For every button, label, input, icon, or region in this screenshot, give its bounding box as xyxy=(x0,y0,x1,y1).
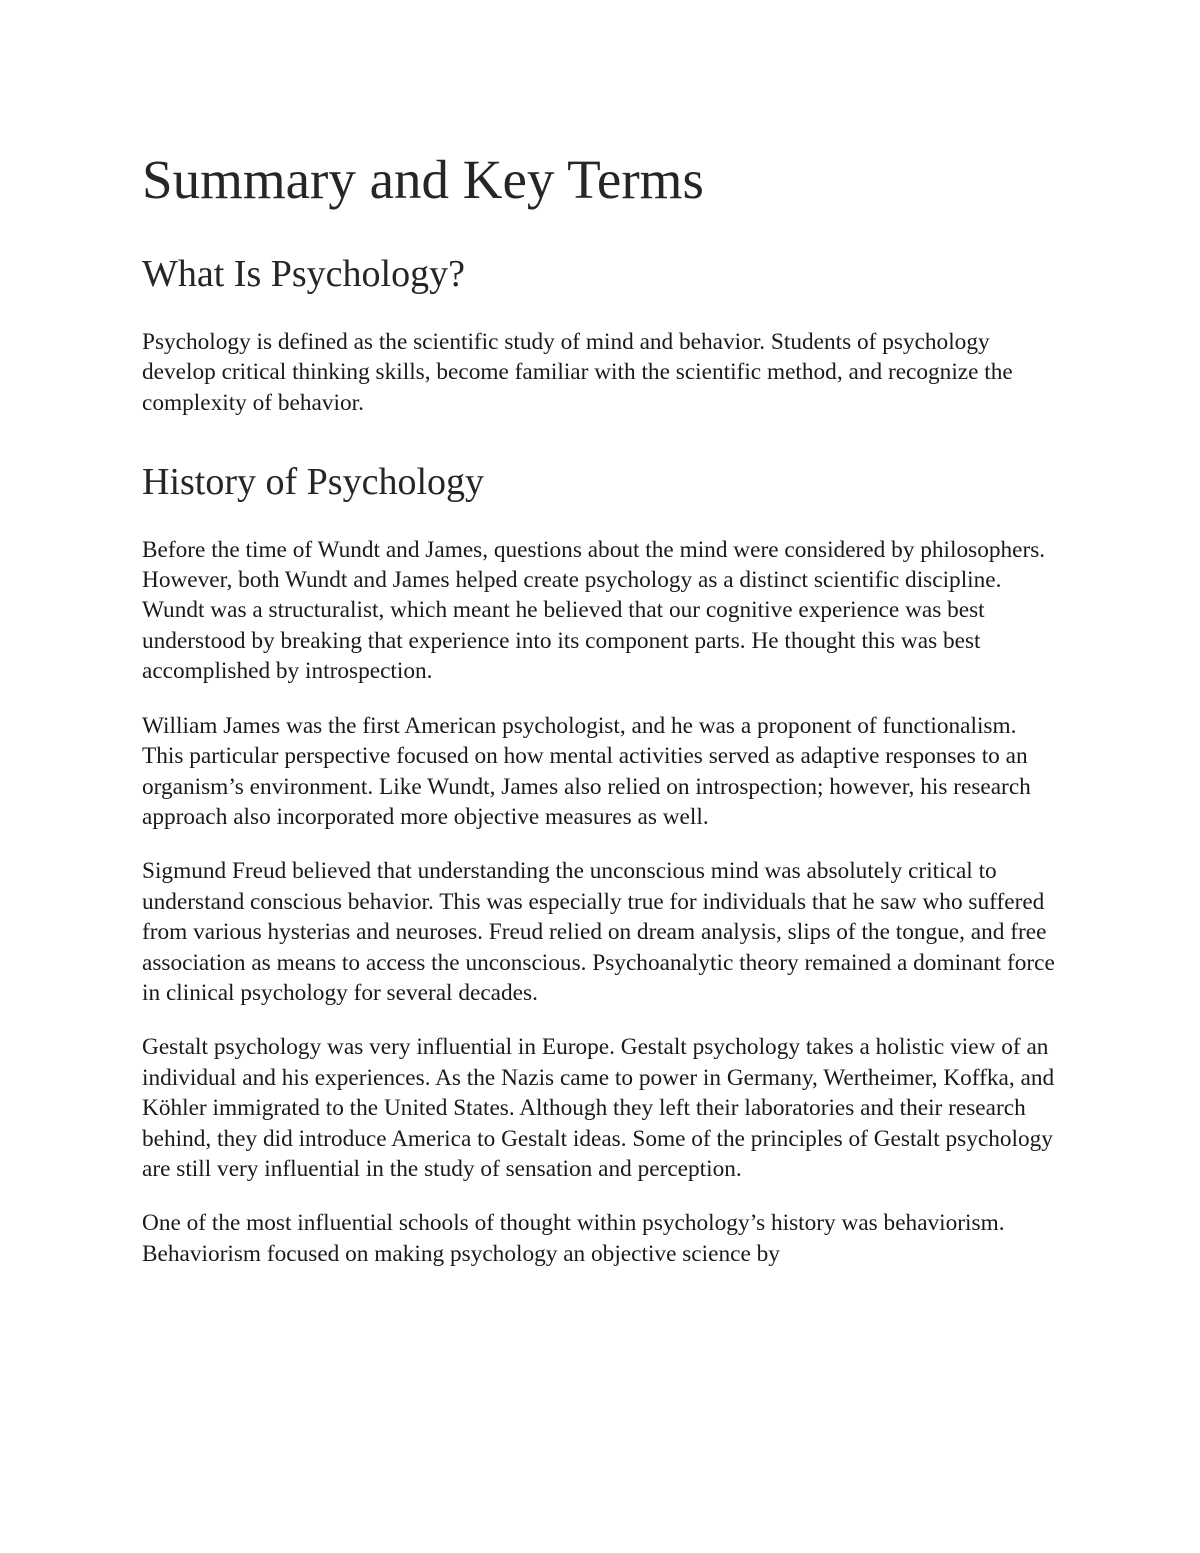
section-what-is-psychology xyxy=(142,252,1062,418)
paragraph: Gestalt psychology was very influential in Europe. Gestalt psychology takes a holistic view of an individual and his experiences. As the Nazis came to power in Germany, Wertheimer, Koffka, and Köhler immigrated to the United States. Although they left their laboratories and their research behind, they did introduce America to Gestalt ideas. Some of the principles of Gestalt psychology are still very influential in the study of sensation and perception. xyxy=(142,1034,1055,1182)
section-heading: What Is Psychology? xyxy=(142,253,465,296)
paragraph: One of the most influential schools of thought within psychology’s history was behaviorism. Behaviorism focused on making psychology an objective science by xyxy=(142,1210,1005,1267)
section-heading: History of Psychology xyxy=(142,461,484,504)
paragraph: Sigmund Freud believed that understanding the unconscious mind was absolutely critical to understand conscious behavior. This was especially true for individuals that he saw who suffered from various hysterias and neuroses. Freud relied on dream analysis, slips of the tongue, and free association as means to access the unconscious. Psychoanalytic theory remained a dominant force in clinical psychology for several decades. xyxy=(142,858,1055,1006)
paragraph: William James was the first American psychologist, and he was a proponent of functionalism. This particular perspective focused on how mental activities served as adaptive responses to an organism’s environment. Like Wundt, James also relied on introspection; however, his research approach also incorporated more objective measures as well. xyxy=(142,712,1031,830)
section-history-of-psychology xyxy=(142,460,1062,1269)
paragraph: Psychology is defined as the scientific study of mind and behavior. Students of psychology develop critical thinking skills, become familiar with the scientific method, and recognize the complexity of behavior. xyxy=(142,328,1013,416)
paragraph: Before the time of Wundt and James, questions about the mind were considered by philosophers. However, both Wundt and James helped create psychology as a distinct scientific discipline. Wundt was a structuralist, which meant he believed that our cognitive experience was best understood by breaking that experience into its component parts. He thought this was best accomplished by introspection. xyxy=(142,536,1046,685)
document-title: Summary and Key Terms xyxy=(142,149,704,210)
document-page xyxy=(142,148,1062,1293)
